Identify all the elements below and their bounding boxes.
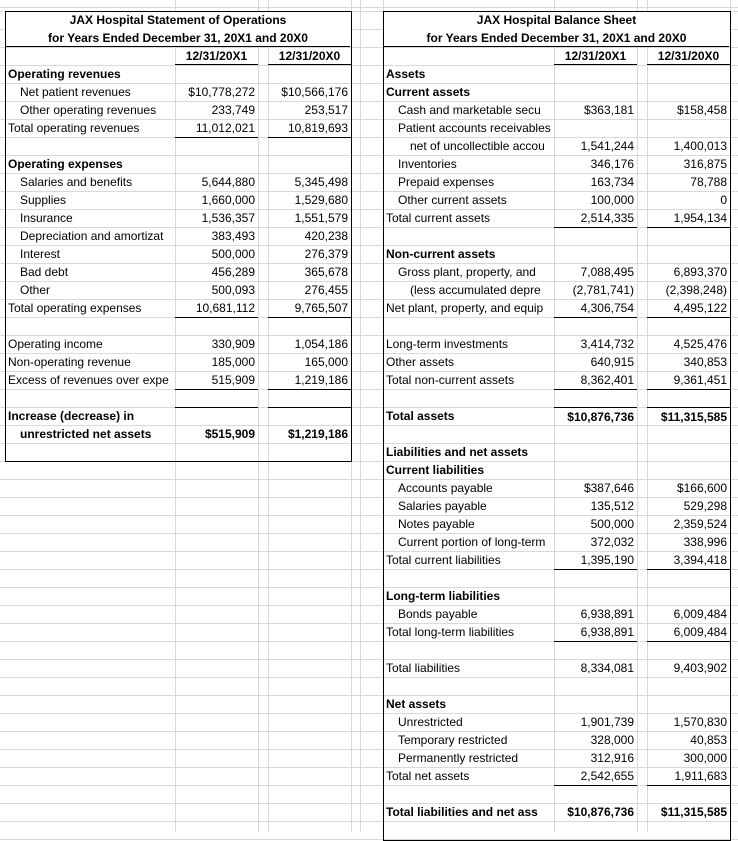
- underline: [647, 389, 730, 407]
- row-value[interactable]: $166,600: [676, 481, 727, 495]
- row-label: Non-operating revenue: [8, 355, 131, 369]
- row-value[interactable]: 4,306,754: [580, 301, 634, 315]
- row-value[interactable]: 9,403,902: [673, 661, 727, 675]
- row-label: Liabilities and net assets: [386, 445, 529, 459]
- row-label: Depreciation and amortizat: [20, 229, 164, 243]
- row-label: Total operating revenues: [8, 121, 140, 135]
- row-label: Total long-term liabilities: [386, 625, 515, 639]
- row-value[interactable]: 1,395,190: [580, 553, 634, 567]
- row-value[interactable]: 1,901,739: [580, 715, 634, 729]
- row-value[interactable]: $11,315,585: [660, 805, 727, 819]
- row-label: Bonds payable: [398, 607, 478, 621]
- row-value[interactable]: 1,529,680: [294, 193, 348, 207]
- row-label: Current liabilities: [386, 463, 485, 477]
- row-label: Total current assets: [386, 211, 491, 225]
- row-value[interactable]: 3,394,418: [673, 553, 727, 567]
- row-value[interactable]: 1,541,244: [580, 139, 634, 153]
- row-label: Total net assets: [386, 769, 470, 783]
- row-value[interactable]: 300,000: [683, 751, 727, 765]
- row-value[interactable]: 1,219,186: [294, 373, 348, 387]
- row-value[interactable]: 2,542,655: [580, 769, 634, 783]
- row-label: Patient accounts receivables: [398, 121, 551, 135]
- row-value[interactable]: $10,876,736: [567, 805, 634, 819]
- row-value[interactable]: 1,911,683: [674, 769, 727, 783]
- row-label: Net patient revenues: [20, 85, 131, 99]
- row-label: Current portion of long-term: [398, 535, 546, 549]
- row-label: Prepaid expenses: [398, 175, 495, 189]
- row-value[interactable]: 500,093: [211, 283, 255, 297]
- row-value[interactable]: 338,996: [683, 535, 727, 549]
- row-value[interactable]: 233,749: [211, 103, 255, 117]
- row-value[interactable]: 1,551,579: [294, 211, 348, 225]
- row-label: Total non-current assets: [386, 373, 515, 387]
- row-label: Total liabilities and net ass: [386, 805, 538, 819]
- row-value[interactable]: 312,916: [590, 751, 634, 765]
- row-label: Other assets: [386, 355, 455, 369]
- row-label: Operating expenses: [8, 157, 123, 171]
- row-label: Excess of revenues over expe: [8, 373, 169, 387]
- row-value[interactable]: 372,032: [590, 535, 634, 549]
- row-label: Total assets: [386, 409, 455, 423]
- row-label: (less accumulated depre: [410, 283, 541, 297]
- row-value[interactable]: 420,238: [304, 229, 348, 243]
- row-label: Other: [20, 283, 51, 297]
- underline: [554, 317, 637, 335]
- underline: [268, 317, 351, 335]
- balance-sheet-table-title: JAX Hospital Balance Sheet: [384, 12, 729, 29]
- row-value[interactable]: $363,181: [583, 103, 634, 117]
- underline: [268, 137, 351, 155]
- row-value[interactable]: 456,289: [211, 265, 255, 279]
- row-label: Assets: [386, 67, 426, 81]
- underline: [175, 407, 258, 425]
- row-value[interactable]: 10,681,112: [195, 301, 255, 315]
- row-value[interactable]: 276,455: [304, 283, 348, 297]
- row-value[interactable]: $10,566,176: [281, 85, 348, 99]
- row-label: Operating revenues: [8, 67, 121, 81]
- row-value[interactable]: 515,909: [211, 373, 255, 387]
- row-value[interactable]: (2,781,741): [572, 283, 634, 297]
- row-label: net of uncollectible accou: [410, 139, 545, 153]
- row-value[interactable]: $1,219,186: [287, 427, 348, 441]
- row-label: Long-term investments: [386, 337, 509, 351]
- gridline: [637, 0, 638, 832]
- gridline: [351, 0, 352, 832]
- row-value[interactable]: $158,458: [676, 103, 727, 117]
- row-value[interactable]: 135,512: [590, 499, 634, 513]
- row-value[interactable]: 6,893,370: [673, 265, 727, 279]
- row-value[interactable]: 5,345,498: [294, 175, 348, 189]
- row-label: Total liabilities: [386, 661, 461, 675]
- row-label: unrestricted net assets: [20, 427, 152, 441]
- row-value[interactable]: 2,514,335: [580, 211, 634, 225]
- column-header: 12/31/20X0: [647, 47, 730, 65]
- underline: [647, 569, 730, 587]
- underline: [647, 317, 730, 335]
- row-label: Supplies: [20, 193, 67, 207]
- row-value[interactable]: $387,646: [583, 481, 634, 495]
- gridline: [258, 0, 259, 832]
- row-value[interactable]: 1,054,186: [294, 337, 348, 351]
- underline: [647, 227, 730, 245]
- row-value[interactable]: 165,000: [304, 355, 348, 369]
- row-value[interactable]: 2,359,524: [673, 517, 727, 531]
- underline: [554, 569, 637, 587]
- row-label: Salaries and benefits: [20, 175, 133, 189]
- row-label: Cash and marketable secu: [398, 103, 541, 117]
- row-label: Non-current assets: [386, 247, 496, 261]
- operations-table-title: JAX Hospital Statement of Operations: [6, 12, 350, 29]
- row-label: Salaries payable: [398, 499, 487, 513]
- row-label: Current assets: [386, 85, 471, 99]
- underline: [268, 407, 351, 425]
- row-value[interactable]: 365,678: [304, 265, 348, 279]
- row-value[interactable]: 163,734: [590, 175, 634, 189]
- column-header: 12/31/20X0: [268, 47, 351, 65]
- row-value[interactable]: 1,570,830: [673, 715, 727, 729]
- row-value[interactable]: 500,000: [590, 517, 634, 531]
- row-value[interactable]: 9,765,507: [294, 301, 348, 315]
- row-label: Net assets: [386, 697, 447, 711]
- row-value[interactable]: 7,088,495: [580, 265, 634, 279]
- column-header: 12/31/20X1: [175, 47, 258, 65]
- row-value[interactable]: 328,000: [590, 733, 634, 747]
- row-label: Other current assets: [398, 193, 507, 207]
- row-value[interactable]: 3,414,732: [580, 337, 634, 351]
- row-label: Long-term liabilities: [386, 589, 501, 603]
- row-label: Total operating expenses: [8, 301, 142, 315]
- underline: [554, 785, 637, 803]
- row-label: Operating income: [8, 337, 103, 351]
- row-value[interactable]: $11,315,585: [647, 407, 730, 425]
- balance-sheet-table-subtitle: for Years Ended December 31, 20X1 and 20X0: [384, 29, 729, 47]
- row-value[interactable]: 1,954,134: [673, 211, 727, 225]
- underline: [647, 785, 730, 803]
- row-label: Bad debt: [20, 265, 69, 279]
- underline: [268, 389, 351, 407]
- underline: [175, 137, 258, 155]
- row-value[interactable]: 346,176: [590, 157, 634, 171]
- row-value[interactable]: 40,853: [690, 733, 727, 747]
- row-label: Increase (decrease) in: [8, 409, 135, 423]
- row-value[interactable]: 9,361,451: [673, 373, 727, 387]
- row-value[interactable]: 6,938,891: [580, 607, 634, 621]
- row-label: Notes payable: [398, 517, 475, 531]
- row-value[interactable]: (2,398,248): [665, 283, 727, 297]
- row-value[interactable]: 276,379: [304, 247, 348, 261]
- row-value[interactable]: 529,298: [683, 499, 727, 513]
- row-value[interactable]: 8,334,081: [580, 661, 634, 675]
- underline: [554, 389, 637, 407]
- row-value[interactable]: 78,788: [690, 175, 727, 189]
- row-value[interactable]: 185,000: [211, 355, 255, 369]
- gridline: [730, 0, 731, 832]
- row-label: Insurance: [20, 211, 73, 225]
- row-value[interactable]: 4,525,476: [673, 337, 727, 351]
- row-value[interactable]: 100,000: [590, 193, 634, 207]
- underline: [554, 641, 637, 659]
- row-value[interactable]: $515,909: [204, 427, 255, 441]
- row-value[interactable]: 500,000: [211, 247, 255, 261]
- row-label: Other operating revenues: [20, 103, 157, 117]
- row-value[interactable]: 253,517: [304, 103, 348, 117]
- row-value[interactable]: $10,876,736: [554, 407, 637, 425]
- row-value[interactable]: 10,819,693: [287, 121, 348, 135]
- row-label: Interest: [20, 247, 61, 261]
- row-label: Unrestricted: [398, 715, 463, 729]
- row-value[interactable]: 330,909: [211, 337, 255, 351]
- row-label: Inventories: [398, 157, 457, 171]
- row-value[interactable]: 340,853: [683, 355, 727, 369]
- row-label: Temporary restricted: [398, 733, 508, 747]
- row-value[interactable]: 6,009,484: [673, 625, 727, 639]
- underline: [647, 641, 730, 659]
- row-value[interactable]: 6,938,891: [580, 625, 634, 639]
- row-value[interactable]: 0: [720, 193, 727, 207]
- row-label: Accounts payable: [398, 481, 493, 495]
- row-value[interactable]: 11,012,021: [195, 121, 255, 135]
- underline: [175, 389, 258, 407]
- row-label: Total current liabilities: [386, 553, 501, 567]
- row-value[interactable]: 316,875: [683, 157, 727, 171]
- row-value[interactable]: 1,536,357: [201, 211, 255, 225]
- underline: [175, 317, 258, 335]
- row-value[interactable]: 5,644,880: [201, 175, 255, 189]
- operations-table-subtitle: for Years Ended December 31, 20X1 and 20X0: [6, 29, 350, 47]
- row-value[interactable]: $10,778,272: [188, 85, 255, 99]
- row-label: Net plant, property, and equip: [386, 301, 544, 315]
- row-value[interactable]: 383,493: [211, 229, 255, 243]
- gridline: [360, 0, 361, 832]
- row-value[interactable]: 4,495,122: [673, 301, 727, 315]
- underline: [554, 227, 637, 245]
- row-value[interactable]: 6,009,484: [673, 607, 727, 621]
- row-value[interactable]: 1,400,013: [673, 139, 727, 153]
- column-header: 12/31/20X1: [554, 47, 637, 65]
- row-label: Gross plant, property, and: [398, 265, 536, 279]
- row-value[interactable]: 1,660,000: [201, 193, 255, 207]
- row-label: Permanently restricted: [398, 751, 519, 765]
- row-value[interactable]: 8,362,401: [580, 373, 634, 387]
- row-value[interactable]: 640,915: [590, 355, 634, 369]
